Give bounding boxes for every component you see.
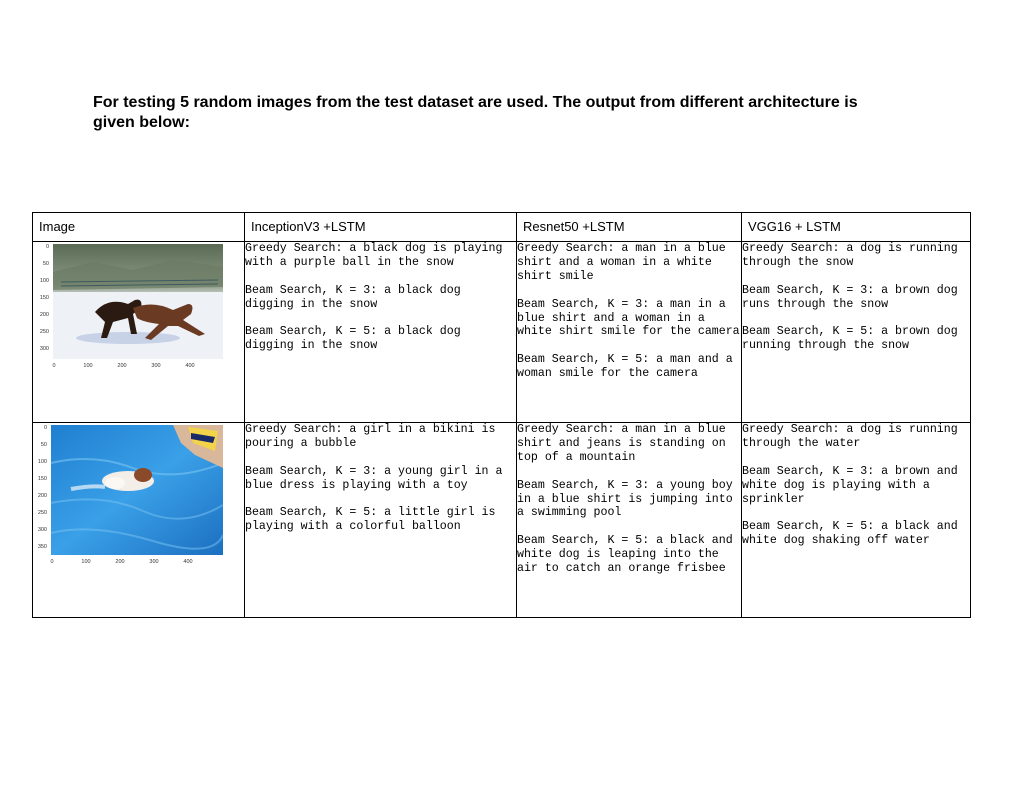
header-resnet: Resnet50 +LSTM bbox=[517, 213, 742, 242]
caption-beam-k3: Beam Search, K = 3: a brown dog runs through the snow bbox=[742, 283, 958, 311]
y-tick: 150 bbox=[39, 295, 49, 301]
caption-beam-k3: Beam Search, K = 3: a man in a blue shirt and a woman in a white shirt smile for the camera bbox=[517, 297, 740, 339]
y-tick: 50 bbox=[40, 442, 47, 448]
y-tick: 250 bbox=[37, 510, 47, 516]
caption-greedy: Greedy Search: a dog is running through the snow bbox=[742, 242, 958, 269]
y-tick: 100 bbox=[39, 278, 49, 284]
y-tick: 300 bbox=[37, 527, 47, 533]
vgg-captions bbox=[742, 423, 971, 618]
inception-captions bbox=[245, 423, 517, 618]
x-tick: 400 bbox=[185, 363, 195, 369]
y-tick: 200 bbox=[39, 312, 49, 318]
table-row bbox=[33, 242, 971, 423]
caption-beam-k5: Beam Search, K = 5: a black dog digging in the snow bbox=[245, 325, 461, 353]
x-tick: 0 bbox=[52, 363, 56, 369]
caption-beam-k3: Beam Search, K = 3: a young boy in a blue shirt is jumping into a swimming pool bbox=[517, 478, 733, 520]
caption-beam-k5: Beam Search, K = 5: a man and a woman smile for the camera bbox=[517, 353, 733, 381]
caption-greedy: Greedy Search: a man in a blue shirt and a woman in a white shirt smile bbox=[517, 242, 726, 283]
caption-beam-k5: Beam Search, K = 5: a black and white dog shaking off water bbox=[742, 520, 958, 548]
image-cell bbox=[33, 242, 245, 423]
y-tick: 0 bbox=[43, 425, 47, 431]
caption-beam-k5: Beam Search, K = 5: a brown dog running through the snow bbox=[742, 325, 958, 353]
header-row bbox=[33, 213, 971, 242]
caption-greedy: Greedy Search: a black dog is playing with a purple ball in the snow bbox=[245, 242, 503, 269]
x-tick: 400 bbox=[183, 559, 193, 565]
caption-greedy: Greedy Search: a dog is running through the water bbox=[742, 423, 958, 450]
dog-pool-image bbox=[33, 423, 223, 568]
x-tick: 0 bbox=[50, 559, 54, 565]
caption-beam-k3: Beam Search, K = 3: a black dog digging in the snow bbox=[245, 283, 461, 311]
caption-greedy: Greedy Search: a man in a blue shirt and jeans is standing on top of a mountain bbox=[517, 423, 726, 464]
x-tick: 300 bbox=[151, 363, 161, 369]
y-tick: 150 bbox=[37, 476, 47, 482]
x-tick: 200 bbox=[117, 363, 127, 369]
x-tick: 300 bbox=[149, 559, 159, 565]
header-image: Image bbox=[33, 213, 245, 242]
resnet-captions bbox=[517, 423, 742, 618]
resnet-captions bbox=[517, 242, 742, 423]
y-tick: 200 bbox=[37, 493, 47, 499]
y-tick: 300 bbox=[39, 346, 49, 352]
x-tick: 100 bbox=[81, 559, 91, 565]
caption-beam-k5: Beam Search, K = 5: a little girl is playing with a colorful balloon bbox=[245, 506, 496, 534]
caption-beam-k3: Beam Search, K = 3: a brown and white dog is playing with a sprinkler bbox=[742, 464, 958, 506]
y-tick: 350 bbox=[37, 544, 47, 550]
results-table bbox=[32, 212, 971, 618]
x-tick: 200 bbox=[115, 559, 125, 565]
inception-captions bbox=[245, 242, 517, 423]
header-inception: InceptionV3 +LSTM bbox=[245, 213, 517, 242]
y-tick: 250 bbox=[39, 329, 49, 335]
caption-beam-k5: Beam Search, K = 5: a black and white dog is leaping into the air to catch an orange frisbee bbox=[517, 534, 733, 576]
caption-greedy: Greedy Search: a girl in a bikini is pouring a bubble bbox=[245, 423, 496, 450]
dogs-snow-image bbox=[33, 242, 223, 372]
header-vgg: VGG16 + LSTM bbox=[742, 213, 971, 242]
y-tick: 50 bbox=[42, 261, 49, 267]
intro-text: For testing 5 random images from the test dataset are used. The output from different architecture is given below: bbox=[93, 94, 858, 131]
caption-beam-k3: Beam Search, K = 3: a young girl in a blue dress is playing with a toy bbox=[245, 464, 503, 492]
image-cell bbox=[33, 423, 245, 618]
table-row bbox=[33, 423, 971, 618]
y-tick: 0 bbox=[45, 244, 49, 250]
x-tick: 100 bbox=[83, 363, 93, 369]
y-tick: 100 bbox=[37, 459, 47, 465]
vgg-captions bbox=[742, 242, 971, 423]
